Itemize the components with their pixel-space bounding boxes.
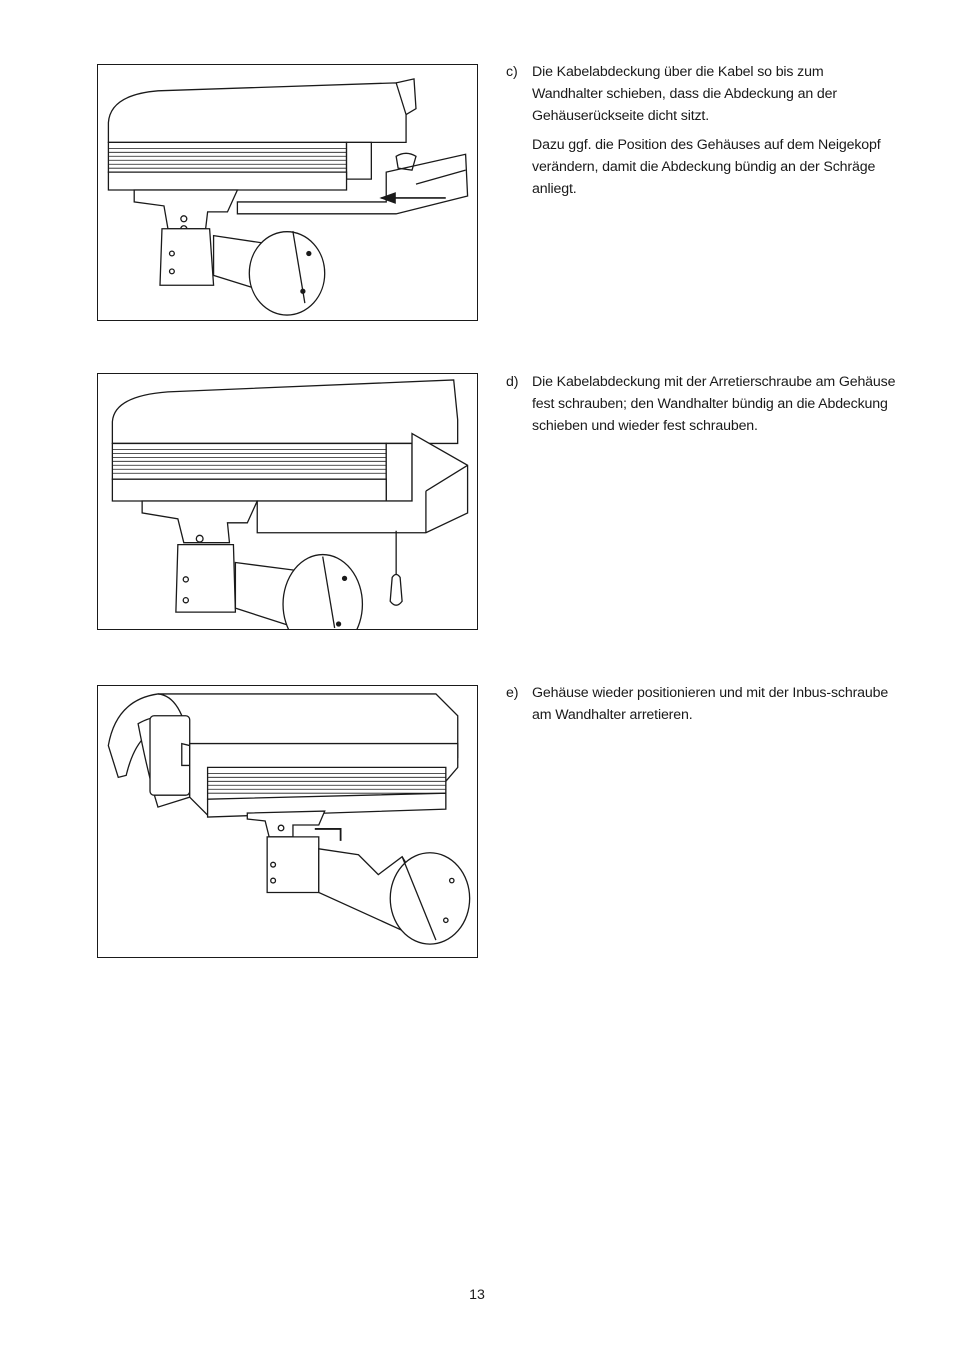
step-d [506, 371, 896, 438]
figure-step-d-screw-cover [97, 373, 478, 630]
step-paragraph: Die Kabelabdeckung mit der Arretierschraube am Gehäuse fest schrauben; den Wandhalter bündig an die Abdeckung schieben und wieder fest schrauben. [532, 374, 896, 435]
step-e [506, 682, 896, 726]
step-paragraph: Gehäuse wieder positionieren und mit der Inbus-schraube am Wandhalter arretieren. [532, 685, 889, 724]
step-marker: c) [506, 64, 518, 80]
step-marker: e) [506, 685, 519, 701]
step-marker: d) [506, 374, 519, 390]
figure-step-e-lock-housing [97, 685, 478, 958]
step-c [506, 61, 896, 200]
step-paragraph: Die Kabelabdeckung über die Kabel so bis zum Wandhalter schieben, dass die Abdeckung an der Gehäuserückseite dicht sitzt. [532, 64, 837, 125]
step-paragraph: Dazu ggf. die Position des Gehäuses auf dem Neigekopf verändern, damit die Abdeckung bündig an der Schräge anliegt. [532, 136, 881, 198]
figure-step-c-slide-cover [97, 64, 478, 321]
page-number: 13 [469, 1287, 485, 1303]
